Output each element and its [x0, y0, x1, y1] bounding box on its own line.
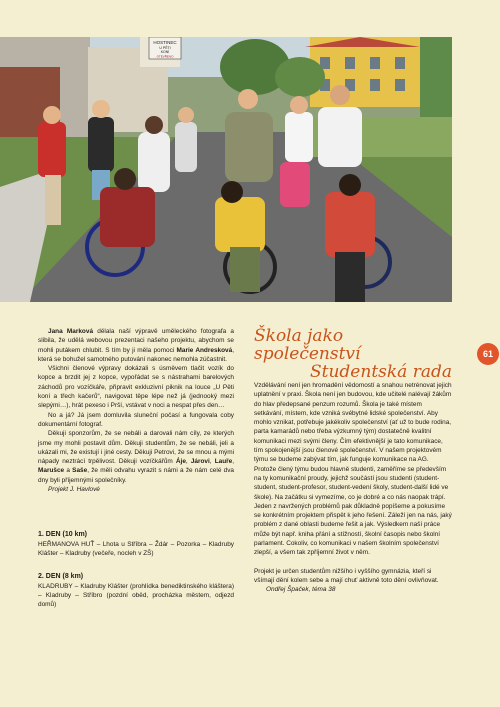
sign-text-3: KONÍ — [160, 50, 170, 54]
day-1 — [38, 530, 234, 558]
page-number-badge: 61 — [477, 343, 499, 365]
left-column — [38, 327, 234, 609]
day-2-route: KLADRUBY – Kladruby Klášter (prohlídka benediktinského kláštera) – Kladruby – Stříbro (pozdní oběd, procházka městem, odjezd domů) — [38, 582, 234, 609]
right-paragraph-2: Projekt je určen studentům nižšího i vyššího gymnázia, kteří si všímají dění kolem sebe a mají chuť aktivně toto dění ovlivňovat. — [254, 567, 439, 584]
sign-text-4: OTEVŘENO — [156, 54, 174, 59]
day-1-title: 1. DEN (10 km) — [38, 531, 88, 539]
article-subtitle: Studentská rada — [310, 362, 452, 382]
left-paragraph-1: Jana Marková dělala naší výpravě uměleckého fotografa a slibila, že udělá webovou prezentaci našeho projektu, abychom se mohli putákem chlubit. S tím by ji měla pomoci Marie Andresková, která se bohužel samotného putování nakonec nemohla zúčastnit. — [38, 328, 234, 363]
right-paragraph-1: Vzdělávání není jen hromadění vědomostí a snahou netrénovat jejich uplatnění v praxi. Škola není jen budovou, kde učitelé nalévají žákům do hlav předepsané penzum rozumů. Škola je také místem setkávání, místem, kde vzniká svébytné lidské společenství. Aby mohlo vznikat, potřebuje jakékoliv společenství (ať už to bude rodina, parta kamarádů nebo třeba výzkumný tým) dostatečně kvalitní komunikaci mezi svými členy. Čím efektivnější je tato komunikace, tím spokojenější jsou členové společenství. V našem projektovém týmu se budeme zabývat tím, jak funguje komunikace na AG. Protože člený týmu budou hlavně studenti, zaměříme se především na ty komunikační proudy, jejichž součástí jsou studenti (student-student, student-profesor, student-vedení školy, student-další lidé ve škole). Na začátku si vymezíme, co je dobré a co nás naopak trápí. Jeden z navržených problémů pak důkladně popíšeme a pokusíme se konkrétním projektem přispět k jeho řešení. Záleží jen na nás, jaký problém z dané oblasti budeme řešit a jak. Výsledkem naší práce může být např. kniha přání a stížností, školní časopis nebo školní parlament. Cokoliv, co komunikaci v našem školním společenství zlepší, a všem tak zpříjemní život v něm. — [254, 382, 452, 557]
article-title: Škola jako společenství — [254, 326, 361, 364]
day-2-title: 2. DEN (8 km) — [38, 573, 84, 581]
sign-text-1: HOSTINEC — [153, 40, 177, 45]
day-2 — [38, 572, 234, 609]
author-name: Jana Marková — [48, 328, 94, 335]
sign-text-2: U PĚTI — [159, 46, 171, 50]
group-photo — [0, 37, 452, 302]
day-1-route: HEŘMANOVA HUŤ – Lhota u Stříbra – Ždár – Pozorka – Kladruby Klášter – Kladruby (večeře, nocleh v ZŠ) — [38, 540, 234, 557]
right-signature: Ondřej Špaček, téma 38 — [266, 586, 336, 594]
left-paragraph-3: No a já? Já jsem domluvila sluneční počasí a fungovala coby dokumentární fotograf. — [38, 411, 234, 428]
right-column — [254, 327, 452, 595]
left-paragraph-4: Děkuji sponzorům, že se nebáli a darovali nám cíly, ze kterých jsme my mohli postavit dům. Děkuji studentům, že se nebáli, jeli a ukázali mi, že existují i jiné cesty. Děkuji Petrovi, že se mnou a mými nápady neztrácí trpělivost. Děkuji vozíčkářům Áje, Járovi, Lauře, Marušce a Sašе, že měli odvahu vyrazit s námi a že nám celé dva dny byli příjemnými společníky. — [38, 430, 235, 484]
left-paragraph-2: Všichni členové výpravy dokázali s úsměvem tlačit vozík do kopce a brzdit jej z kopce, vypořádat se s nástrahami barelových záchodů pro vozíčkáře, připravit exkluzivní piknik na louce „U Pěti koní a třech kačerů“, navigovat těpe lépe než já (jednooký mezi slepými…), hrát pexeso i Prší, vstávat v noci a nespat přes den… — [38, 365, 234, 410]
left-signature: Projekt J. Havlové — [48, 486, 100, 494]
